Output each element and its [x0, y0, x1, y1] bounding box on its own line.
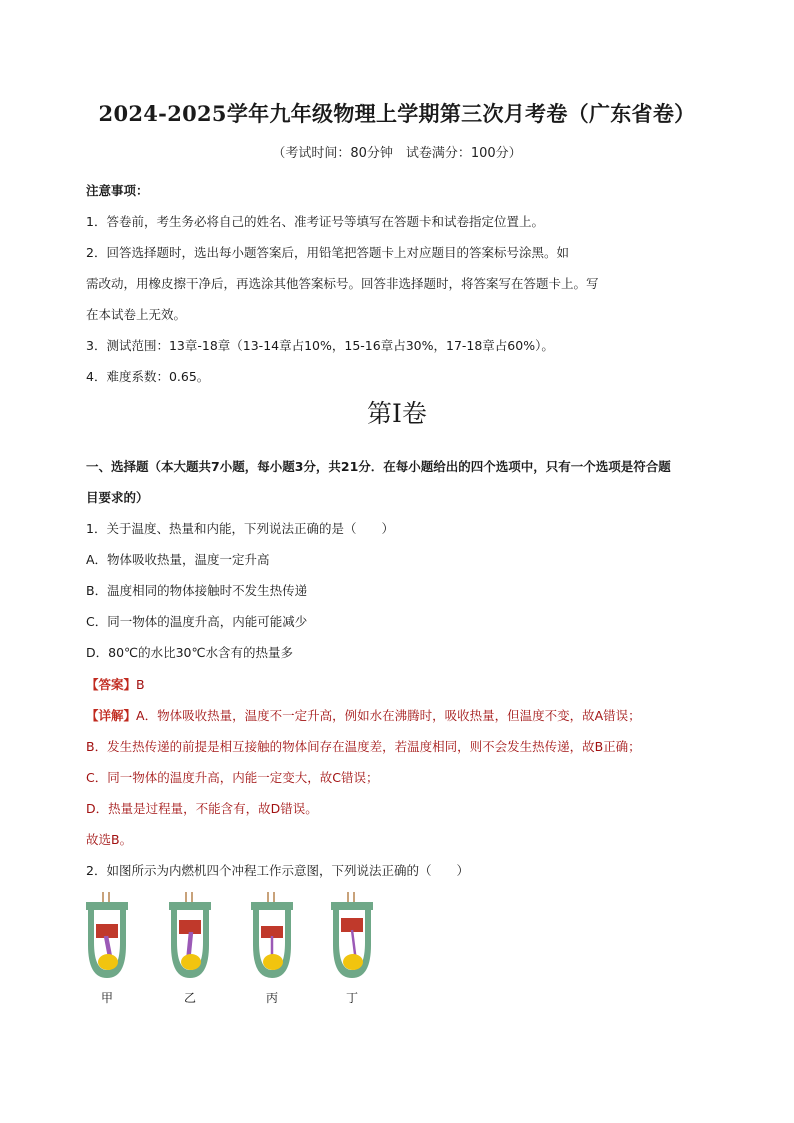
notice-line: 2．回答选择题时，选出每小题答案后，用铅笔把答题卡上对应题目的答案标号涂黑。如: [86, 245, 569, 260]
conclusion: 故选B。: [86, 832, 133, 847]
section-heading-cont: 目要求的）: [86, 490, 149, 505]
engine-figure-ding: [329, 890, 375, 982]
engine-figure-yi: [167, 890, 213, 982]
question-stem: 1．关于温度、热量和内能，下列说法正确的是（ ）: [86, 521, 394, 536]
answer-value: B: [136, 677, 145, 692]
notice-heading: 注意事项：: [86, 183, 149, 198]
option-b: B．温度相同的物体接触时不发生热传递: [86, 583, 308, 598]
notice-line: 1．答卷前，考生务必将自己的姓名、准考证号等填写在答题卡和试卷指定位置上。: [86, 214, 544, 229]
figure-label: 丙: [265, 991, 278, 1005]
notice-line: 在本试卷上无效。: [86, 307, 187, 322]
notice-line: 3．测试范围：13章-18章（13-14章占10%，15-16章占30%，17-18章占60%）。: [86, 338, 554, 353]
notice-line: 4．难度系数：0.65。: [86, 369, 210, 384]
page-title: 2024-2025学年九年级物理上学期第三次月考卷（广东省卷）: [98, 101, 696, 126]
answer-line: [86, 675, 145, 693]
figure-label: 丁: [345, 991, 358, 1005]
notice-line: 需改动，用橡皮擦干净后，再选涂其他答案标号。回答非选择题时，将答案写在答题卡上。写: [86, 276, 599, 291]
option-c: C．同一物体的温度升高，内能可能减少: [86, 614, 308, 629]
figure-label: 乙: [183, 991, 196, 1005]
exam-info: （考试时间：80分钟 试卷满分：100分）: [272, 146, 522, 161]
question-stem: 2．如图所示为内燃机四个冲程工作示意图，下列说法正确的（ ）: [86, 863, 469, 878]
engine-figure-bing: [249, 890, 295, 982]
volume-title: 第Ⅰ卷: [367, 399, 427, 428]
explain-text: C．同一物体的温度升高，内能一定变大，故C错误；: [86, 770, 379, 785]
option-a: A．物体吸收热量，温度一定升高: [86, 552, 270, 567]
explain-text: D．热量是过程量，不能含有，故D错误。: [86, 801, 318, 816]
option-d: D．80℃的水比30℃水含有的热量多: [86, 645, 294, 660]
explain-text: B．发生热传递的前提是相互接触的物体间存在温度差，若温度相同，则不会发生热传递，故B正确；: [86, 739, 641, 754]
section-heading: 一、选择题（本大题共7小题，每小题3分，共21分．在每小题给出的四个选项中，只有一个选项是符合题: [86, 459, 671, 474]
explain-line: [86, 706, 641, 724]
explain-text: A．物体吸收热量，温度不一定升高，例如水在沸腾时，吸收热量，但温度不变，故A错误；: [136, 708, 641, 723]
answer-tag: 【答案】: [86, 677, 137, 692]
figure-label: 甲: [100, 991, 113, 1005]
engine-figure-jia: [84, 890, 130, 982]
explain-tag: 【详解】: [86, 708, 137, 723]
